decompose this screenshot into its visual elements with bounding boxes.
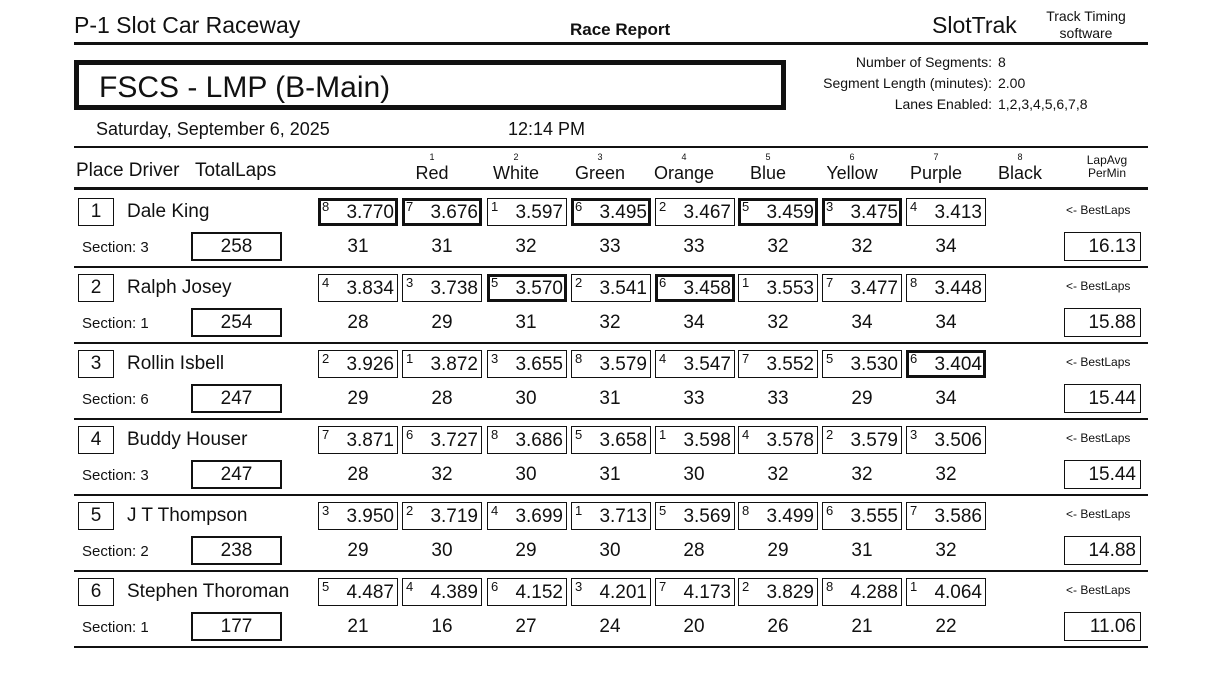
best-lap-time: 3.719 [430, 506, 478, 527]
best-lap-cell [571, 274, 651, 302]
lane-lap-count: 34 [683, 312, 705, 333]
segment-number: 7 [826, 275, 834, 290]
lane-lap-count: 34 [851, 312, 873, 333]
lane-lap-count: 28 [347, 464, 369, 485]
segment-number: 2 [826, 427, 834, 442]
lane-lap-count: 29 [515, 540, 537, 561]
segment-number: 3 [575, 579, 583, 594]
best-lap-cell [822, 274, 902, 302]
segment-number: 1 [742, 275, 750, 290]
best-lap-cell [655, 426, 735, 454]
lane-number: 2 [513, 152, 519, 162]
lapavg-header-line-1: LapAvg [1086, 153, 1128, 167]
lane-lap-count: 22 [935, 616, 957, 637]
best-lap-time: 3.699 [515, 506, 563, 527]
lap-avg-box: 15.44 [1064, 384, 1141, 413]
section-label: Section: 3 [82, 239, 149, 256]
segment-number: 4 [322, 275, 330, 290]
lane-lap-count: 33 [599, 236, 621, 257]
lane-lap-count: 32 [431, 464, 453, 485]
report-title: Race Report [570, 20, 671, 39]
lane-number: 7 [933, 152, 939, 162]
event-title: FSCS - LMP (B-Main) [99, 71, 391, 104]
lane-color: Red [415, 163, 449, 183]
best-lap-cell [318, 502, 398, 530]
race-meta [790, 52, 1150, 115]
segment-number: 1 [491, 199, 499, 214]
segment-number: 3 [322, 503, 330, 518]
place-box: 2 [78, 274, 114, 302]
racer-row [74, 496, 1148, 572]
meta-segments-value: 8 [998, 54, 1006, 70]
lane-color: White [492, 163, 539, 183]
best-lap-time: 3.655 [515, 354, 563, 375]
track-name: P-1 Slot Car Raceway [74, 12, 301, 38]
lane-number: 6 [849, 152, 855, 162]
best-lap-cell [318, 198, 398, 226]
segment-number: 3 [491, 351, 499, 366]
best-lap-time: 3.448 [934, 278, 982, 299]
best-lap-time: 3.658 [599, 430, 647, 451]
segment-number: 7 [742, 351, 750, 366]
best-lap-time: 3.570 [515, 278, 563, 299]
best-lap-cell [655, 578, 735, 606]
total-laps-box: 247 [191, 460, 282, 489]
best-lap-cell [402, 502, 482, 530]
best-lap-time: 3.829 [766, 582, 814, 603]
best-lap-time: 4.152 [515, 582, 563, 603]
best-lap-cell [402, 578, 482, 606]
segment-number: 3 [826, 199, 834, 214]
lap-avg-box: 16.13 [1064, 232, 1141, 261]
lane-lap-count: 33 [767, 388, 789, 409]
best-lap-time: 3.555 [850, 506, 898, 527]
lap-avg-box: 14.88 [1064, 536, 1141, 565]
meta-lanes-label: Lanes Enabled: [894, 96, 992, 112]
lap-avg-box: 11.06 [1064, 612, 1141, 641]
best-lap-time: 3.727 [430, 430, 478, 451]
best-lap-cell [318, 350, 398, 378]
lane-header-8 [979, 152, 1061, 184]
best-lap-time: 4.389 [430, 582, 478, 603]
best-lap-cell [487, 426, 567, 454]
best-lap-time: 3.404 [934, 354, 982, 375]
column-header-left: Place Driver TotalLaps [76, 160, 277, 181]
racer-row [74, 572, 1148, 648]
lane-number: 5 [765, 152, 771, 162]
lane-lap-count: 33 [683, 236, 705, 257]
lane-lap-count: 32 [767, 236, 789, 257]
lane-lap-count: 30 [683, 464, 705, 485]
segment-number: 4 [659, 351, 667, 366]
section-label: Section: 6 [82, 391, 149, 408]
lane-header-6 [811, 152, 893, 184]
lane-lap-count: 20 [683, 616, 705, 637]
lane-lap-count: 32 [767, 464, 789, 485]
best-lap-cell [318, 274, 398, 302]
best-lap-cell [906, 274, 986, 302]
lane-lap-count: 32 [767, 312, 789, 333]
best-lap-cell [906, 578, 986, 606]
segment-number: 6 [406, 427, 414, 442]
best-lap-time: 3.552 [766, 354, 814, 375]
driver-name: Buddy Houser [127, 429, 248, 450]
section-label: Section: 1 [82, 315, 149, 332]
lane-color: Green [574, 163, 626, 183]
segment-number: 1 [910, 579, 918, 594]
best-lap-time: 3.541 [599, 278, 647, 299]
best-lap-cell [738, 578, 818, 606]
lane-lap-count: 16 [431, 616, 453, 637]
lap-avg-box: 15.44 [1064, 460, 1141, 489]
segment-number: 8 [910, 275, 918, 290]
lap-avg-box: 15.88 [1064, 308, 1141, 337]
brand-name: SlotTrak [932, 12, 1017, 38]
best-lap-cell [822, 198, 902, 226]
lane-lap-count: 34 [935, 312, 957, 333]
meta-segments [790, 52, 1150, 73]
segment-number: 6 [491, 579, 499, 594]
segment-number: 2 [322, 351, 330, 366]
best-lap-time: 3.713 [599, 506, 647, 527]
place-box: 4 [78, 426, 114, 454]
lane-lap-count: 29 [767, 540, 789, 561]
segment-number: 5 [659, 503, 667, 518]
best-lap-time: 3.676 [430, 202, 478, 223]
report-header [74, 8, 1148, 45]
best-lap-time: 3.871 [346, 430, 394, 451]
lane-lap-count: 31 [347, 236, 369, 257]
best-lap-time: 3.458 [683, 278, 731, 299]
best-lap-cell [738, 502, 818, 530]
segment-number: 7 [659, 579, 667, 594]
meta-segments-label: Number of Segments: [855, 54, 992, 70]
lane-lap-count: 32 [935, 464, 957, 485]
lane-lap-count: 28 [683, 540, 705, 561]
best-lap-time: 3.506 [934, 430, 982, 451]
best-lap-time: 3.686 [515, 430, 563, 451]
lane-lap-count: 31 [599, 388, 621, 409]
segment-number: 3 [910, 427, 918, 442]
best-lap-cell [571, 426, 651, 454]
best-laps-label: <- BestLaps [1066, 507, 1131, 521]
best-lap-time: 3.547 [683, 354, 731, 375]
event-title-box [74, 60, 786, 110]
best-laps-label: <- BestLaps [1066, 583, 1131, 597]
best-lap-time: 3.578 [766, 430, 814, 451]
lane-lap-count: 32 [851, 236, 873, 257]
best-lap-cell [906, 502, 986, 530]
best-lap-cell [487, 578, 567, 606]
place-box: 1 [78, 198, 114, 226]
best-lap-time: 4.173 [683, 582, 731, 603]
best-lap-cell [571, 350, 651, 378]
segment-number: 2 [575, 275, 583, 290]
best-lap-time: 4.201 [599, 582, 647, 603]
lane-lap-count: 31 [515, 312, 537, 333]
section-label: Section: 1 [82, 619, 149, 636]
best-lap-time: 3.770 [346, 202, 394, 223]
driver-name: Stephen Thoroman [127, 581, 290, 602]
best-lap-cell [571, 198, 651, 226]
best-lap-time: 3.586 [934, 506, 982, 527]
driver-name: Ralph Josey [127, 277, 232, 298]
segment-number: 8 [826, 579, 834, 594]
lane-number: 1 [429, 152, 435, 162]
lane-lap-count: 34 [935, 388, 957, 409]
lane-lap-count: 32 [599, 312, 621, 333]
best-lap-time: 3.872 [430, 354, 478, 375]
section-label: Section: 3 [82, 467, 149, 484]
segment-number: 1 [659, 427, 667, 442]
lane-lap-count: 30 [599, 540, 621, 561]
lane-header-1 [391, 152, 473, 184]
lane-lap-count: 27 [515, 616, 537, 637]
total-laps-box: 258 [191, 232, 282, 261]
total-laps-box: 254 [191, 308, 282, 337]
lane-lap-count: 28 [431, 388, 453, 409]
segment-number: 8 [322, 199, 330, 214]
best-lap-time: 3.597 [515, 202, 563, 223]
best-lap-cell [318, 426, 398, 454]
best-lap-cell [738, 198, 818, 226]
lane-lap-count: 24 [599, 616, 621, 637]
best-lap-cell [906, 198, 986, 226]
best-lap-time: 3.475 [850, 202, 898, 223]
driver-name: J T Thompson [127, 505, 248, 526]
lane-lap-count: 31 [431, 236, 453, 257]
best-lap-time: 3.530 [850, 354, 898, 375]
best-lap-cell [318, 578, 398, 606]
lane-color: Orange [653, 163, 715, 183]
race-date: Saturday, September 6, 2025 [96, 119, 330, 139]
segment-number: 5 [742, 199, 750, 214]
lane-header-7 [895, 152, 977, 184]
column-header-lapavg [1068, 154, 1146, 180]
best-lap-cell [906, 426, 986, 454]
best-lap-time: 3.834 [346, 278, 394, 299]
best-laps-label: <- BestLaps [1066, 355, 1131, 369]
racer-row [74, 268, 1148, 344]
lane-lap-count: 33 [683, 388, 705, 409]
segment-number: 5 [491, 275, 499, 290]
lapavg-header-line-2: PerMin [1087, 166, 1126, 180]
lane-lap-count: 29 [431, 312, 453, 333]
best-lap-cell [402, 426, 482, 454]
lane-header-3 [559, 152, 641, 184]
best-lap-cell [487, 274, 567, 302]
best-lap-cell [738, 274, 818, 302]
best-lap-cell [571, 502, 651, 530]
lane-header-5 [727, 152, 809, 184]
lane-lap-count: 30 [515, 388, 537, 409]
lane-number: 3 [597, 152, 603, 162]
best-lap-cell [487, 502, 567, 530]
lane-lap-count: 34 [935, 236, 957, 257]
best-lap-cell [906, 350, 986, 378]
best-lap-time: 3.598 [683, 430, 731, 451]
best-lap-time: 3.950 [346, 506, 394, 527]
best-lap-cell [822, 350, 902, 378]
segment-number: 8 [742, 503, 750, 518]
meta-seglen-value: 2.00 [998, 75, 1026, 91]
best-lap-time: 3.467 [683, 202, 731, 223]
lane-color: Yellow [826, 163, 878, 183]
lane-lap-count: 32 [851, 464, 873, 485]
driver-name: Rollin Isbell [127, 353, 225, 374]
lane-color: Black [997, 163, 1042, 183]
best-lap-cell [487, 350, 567, 378]
meta-seglen-label: Segment Length (minutes): [823, 75, 992, 91]
lane-lap-count: 31 [599, 464, 621, 485]
lane-number: 8 [1017, 152, 1023, 162]
segment-number: 3 [406, 275, 414, 290]
best-lap-cell [655, 350, 735, 378]
meta-lanes [790, 94, 1150, 115]
segment-number: 7 [322, 427, 330, 442]
driver-name: Dale King [127, 201, 210, 222]
lane-lap-count: 31 [851, 540, 873, 561]
brand-subtitle-line-1: Track Timing [1046, 8, 1126, 24]
best-lap-time: 4.288 [850, 582, 898, 603]
best-lap-time: 3.579 [850, 430, 898, 451]
segment-number: 1 [406, 351, 414, 366]
racer-row [74, 192, 1148, 268]
meta-lanes-value: 1,2,3,4,5,6,7,8 [998, 96, 1088, 112]
segment-number: 2 [742, 579, 750, 594]
lane-lap-count: 29 [347, 388, 369, 409]
lane-lap-count: 30 [431, 540, 453, 561]
racer-row [74, 420, 1148, 496]
segment-number: 8 [491, 427, 499, 442]
total-laps-box: 177 [191, 612, 282, 641]
lane-color: Blue [749, 163, 787, 183]
best-lap-time: 3.499 [766, 506, 814, 527]
lane-lap-count: 21 [851, 616, 873, 637]
total-laps-box: 238 [191, 536, 282, 565]
place-box: 6 [78, 578, 114, 606]
best-lap-cell [655, 198, 735, 226]
segment-number: 6 [659, 275, 667, 290]
best-lap-cell [402, 274, 482, 302]
segment-number: 7 [910, 503, 918, 518]
lane-lap-count: 26 [767, 616, 789, 637]
best-lap-time: 4.064 [934, 582, 982, 603]
best-laps-label: <- BestLaps [1066, 203, 1131, 217]
segment-number: 2 [406, 503, 414, 518]
section-label: Section: 2 [82, 543, 149, 560]
best-laps-label: <- BestLaps [1066, 279, 1131, 293]
column-header [74, 146, 1148, 190]
segment-number: 8 [575, 351, 583, 366]
best-lap-time: 3.579 [599, 354, 647, 375]
brand-subtitle [1036, 8, 1136, 42]
best-lap-time: 3.413 [934, 202, 982, 223]
best-lap-time: 3.926 [346, 354, 394, 375]
best-lap-cell [655, 502, 735, 530]
best-lap-cell [402, 198, 482, 226]
best-lap-cell [655, 274, 735, 302]
lane-color: Purple [909, 163, 963, 183]
lane-lap-count: 32 [515, 236, 537, 257]
best-lap-cell [571, 578, 651, 606]
lane-lap-count: 30 [515, 464, 537, 485]
best-lap-cell [822, 502, 902, 530]
best-laps-label: <- BestLaps [1066, 431, 1131, 445]
place-box: 3 [78, 350, 114, 378]
best-lap-cell [402, 350, 482, 378]
best-lap-cell [738, 350, 818, 378]
lane-lap-count: 29 [347, 540, 369, 561]
lane-lap-count: 28 [347, 312, 369, 333]
lane-header-4 [643, 152, 725, 184]
racer-row [74, 344, 1148, 420]
best-lap-time: 3.569 [683, 506, 731, 527]
brand-subtitle-line-2: software [1059, 25, 1113, 41]
best-lap-cell [822, 426, 902, 454]
best-lap-cell [822, 578, 902, 606]
segment-number: 2 [659, 199, 667, 214]
segment-number: 4 [491, 503, 499, 518]
segment-number: 6 [575, 199, 583, 214]
lane-lap-count: 29 [851, 388, 873, 409]
best-lap-time: 3.553 [766, 278, 814, 299]
race-time: 12:14 PM [508, 119, 586, 139]
segment-number: 1 [575, 503, 583, 518]
segment-number: 5 [575, 427, 583, 442]
segment-number: 4 [406, 579, 414, 594]
lane-lap-count: 21 [347, 616, 369, 637]
best-lap-cell [487, 198, 567, 226]
segment-number: 5 [826, 351, 834, 366]
best-lap-time: 4.487 [346, 582, 394, 603]
segment-number: 7 [406, 199, 414, 214]
meta-segment-length [790, 73, 1150, 94]
segment-number: 5 [322, 579, 330, 594]
best-lap-time: 3.495 [599, 202, 647, 223]
segment-number: 4 [910, 199, 918, 214]
place-box: 5 [78, 502, 114, 530]
best-lap-cell [738, 426, 818, 454]
total-laps-box: 247 [191, 384, 282, 413]
best-lap-time: 3.459 [766, 202, 814, 223]
segment-number: 4 [742, 427, 750, 442]
lane-number: 4 [681, 152, 687, 162]
segment-number: 6 [826, 503, 834, 518]
lane-lap-count: 32 [935, 540, 957, 561]
best-lap-time: 3.738 [430, 278, 478, 299]
lane-header-2 [475, 152, 557, 184]
segment-number: 6 [910, 351, 918, 366]
best-lap-time: 3.477 [850, 278, 898, 299]
